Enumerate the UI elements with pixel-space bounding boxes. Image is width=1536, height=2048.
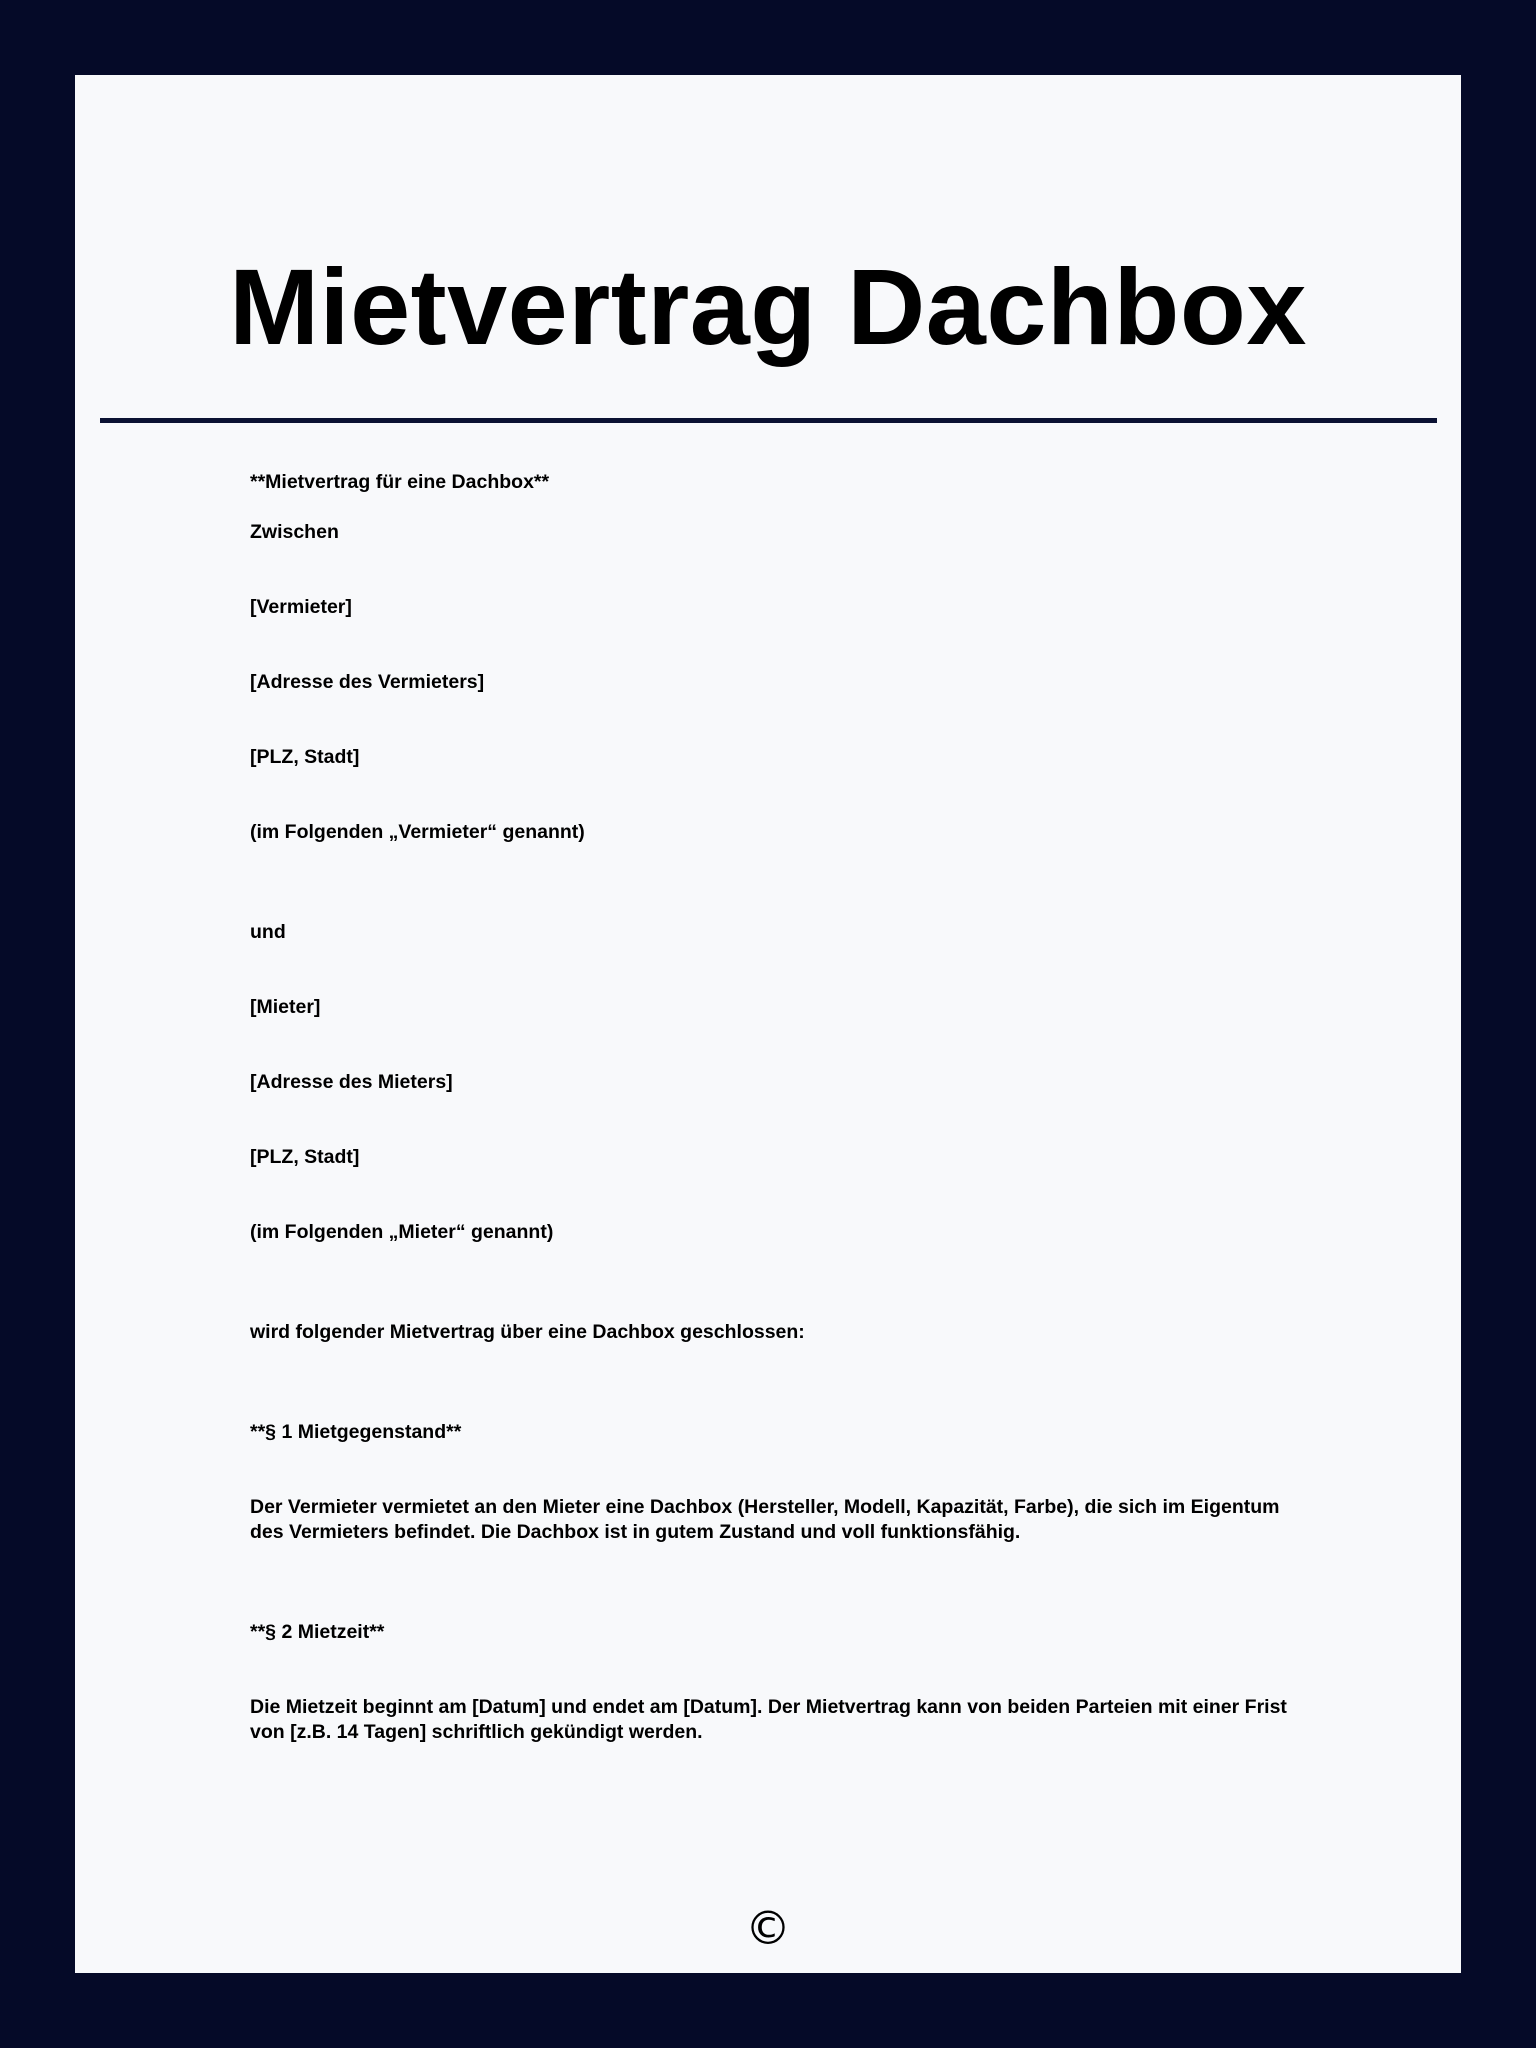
closing-intro: wird folgender Mietvertrag über eine Dachbox geschlossen: [250, 1321, 805, 1343]
title-divider [100, 418, 1437, 423]
landlord-designation: (im Folgenden „Vermieter“ genannt) [250, 821, 585, 843]
landlord-address: [Adresse des Vermieters] [250, 671, 485, 693]
tenant-name: [Mieter] [250, 996, 321, 1018]
intro-text: Zwischen [250, 521, 339, 543]
landlord-city: [PLZ, Stadt] [250, 746, 360, 768]
tenant-city: [PLZ, Stadt] [250, 1146, 360, 1168]
section-2-heading: **§ 2 Mietzeit** [250, 1621, 385, 1643]
tenant-designation: (im Folgenden „Mieter“ genannt) [250, 1221, 554, 1243]
section-1-text: Der Vermieter vermietet an den Mieter eine Dachbox (Hersteller, Modell, Kapazität, Farbe), die sich im Eigentum des Vermieters befindet. Die Dachbox ist in gutem Zustand und voll funktionsfähig. [250, 1496, 1280, 1543]
conjunction-text: und [250, 921, 286, 943]
copyright-icon: © [745, 1901, 791, 1955]
tenant-address: [Adresse des Mieters] [250, 1071, 453, 1093]
contract-heading: **Mietvertrag für eine Dachbox** [250, 471, 550, 493]
document-title: Mietvertrag Dachbox [229, 246, 1307, 367]
section-2-text: Die Mietzeit beginnt am [Datum] und endet am [Datum]. Der Mietvertrag kann von beiden Parteien mit einer Frist von [z.B. 14 Tagen] schriftlich gekündigt werden. [250, 1696, 1287, 1743]
section-1-heading: **§ 1 Mietgegenstand** [250, 1421, 462, 1443]
landlord-name: [Vermieter] [250, 596, 352, 618]
